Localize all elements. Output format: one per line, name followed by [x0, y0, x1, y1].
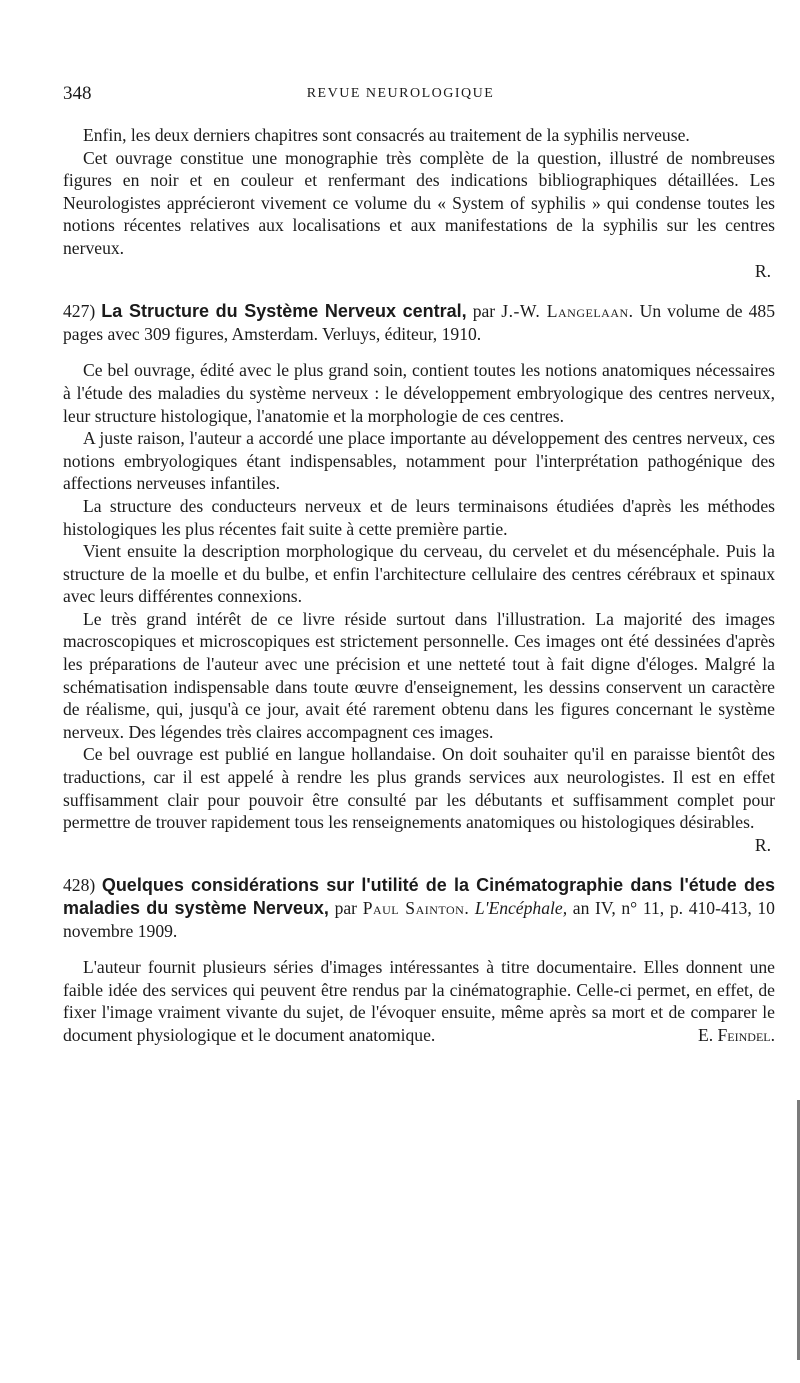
review-entry-428	[63, 874, 775, 1046]
page-number: 348	[63, 83, 92, 104]
entry-427-paragraph: Vient ensuite la description morphologique du cerveau, du cervelet et du mésencéphale. Puis la structure de la moelle et du bulbe, et enfin l'architecture cellulaire des centres cérébraux et spinaux avec leurs différentes connexions.	[63, 541, 775, 607]
entry-427-number: 427)	[63, 301, 96, 322]
intro-signature: R.	[754, 260, 771, 281]
entry-428-journal: L'Encéphale,	[474, 898, 568, 918]
entry-427-paragraph: Ce bel ouvrage est publié en langue hollandaise. On doit souhaiter qu'il en paraisse bientôt des traductions, car il est appelé à rendre les plus grands services aux neurologistes. Il est en effet suffisamment clair pour pouvoir être consulté par les débutants et suffisamment complet pour permettre de trouver rapidement tous les renseignements anatomiques ou histologiques désirables.	[63, 744, 775, 833]
entry-428-text: L'auteur fournit plusieurs séries d'images intéressantes à titre documentaire. Elles donnent une faible idée des services qui peuvent être rendus par la cinématographie. Celle-ci permet, en effet, de fixer l'image vraiment vivante du sujet, de l'évoquer ensuite, même après sa mort et de comparer le document physiologique et le document anatomique.	[63, 957, 775, 1045]
entry-427-heading	[63, 300, 775, 345]
entry-427-author: J.-W. Langelaan.	[501, 301, 634, 322]
entry-428-by: par	[334, 898, 358, 918]
entry-428-details: an IV, n° 11, p. 410-413, 10 novembre 1909.	[63, 898, 775, 941]
entry-427-title: La Structure du Système Nerveux central,	[101, 301, 467, 322]
entry-427-details: Un volume de 485 pages avec 309 figures, Amsterdam. Verluys, éditeur, 1910.	[63, 301, 776, 344]
entry-427-paragraph: Le très grand intérêt de ce livre réside surtout dans l'illustration. La majorité des images macroscopiques et microscopiques est strictement personnelle. Ces images ont été dessinées d'après les préparations de l'auteur avec une précision et une netteté tout à fait digne d'éloges. Malgré la schématisation indispensable dans toute œuvre d'enseignement, les dessins conservent un caractère de réalisme, qui, jusqu'à ce jour, avait été rarement obtenu dans les figures concernant le système nerveux. Des légendes très claires accompagnent ces images.	[63, 608, 775, 742]
running-title: REVUE NEUROLOGIQUE	[306, 86, 495, 101]
review-entry-427	[63, 300, 775, 856]
entry-427-signature: R.	[754, 834, 771, 855]
entry-428-title: Quelques considérations sur l'utilité de la Cinématographie dans l'étude des maladies du système Nerveux,	[63, 875, 775, 918]
intro-paragraph-1: Enfin, les deux derniers chapitres sont consacrés au traitement de la syphilis nerveuse.	[83, 125, 690, 145]
entry-428-paragraph	[63, 956, 775, 1046]
page-header	[63, 83, 738, 109]
entry-428-heading	[63, 874, 775, 942]
entry-427-paragraph: Ce bel ouvrage, édité avec le plus grand soin, contient toutes les notions anatomiques nécessaires à l'étude des maladies du système nerveux : le développement embryologique des centres nerveux, leur structure histologique, l'anatomie et la morphologie de ces centres.	[63, 360, 775, 426]
intro-paragraph-2: Cet ouvrage constitue une monographie très complète de la question, illustré de nombreuses figures en noir et en couleur et renfermant des indications bibliographiques détaillées. Les Neurologistes apprécieront vivement ce volume du « System of syphilis » qui condense toutes les notions récentes relatives aux localisations et aux manifestations de la syphilis sur les centres nerveux.	[63, 147, 775, 258]
entry-428-number: 428)	[63, 875, 96, 896]
entry-428-author: Paul Sainton.	[362, 898, 470, 918]
entry-427-paragraph: La structure des conducteurs nerveux et de leurs terminaisons étudiées d'après les méthodes histologiques les plus récentes fait suite à cette première partie.	[63, 495, 775, 539]
article-body	[63, 124, 775, 1047]
entry-427-paragraph: A juste raison, l'auteur a accordé une place importante au développement des centres nerveux, ces notions embryologiques étant indispensables, notamment pour l'interprétation pathogénique des affections nerveuses infantiles.	[63, 428, 775, 494]
entry-428-signature: E. Feindel.	[697, 1024, 775, 1045]
entry-427-by: par	[472, 301, 496, 322]
